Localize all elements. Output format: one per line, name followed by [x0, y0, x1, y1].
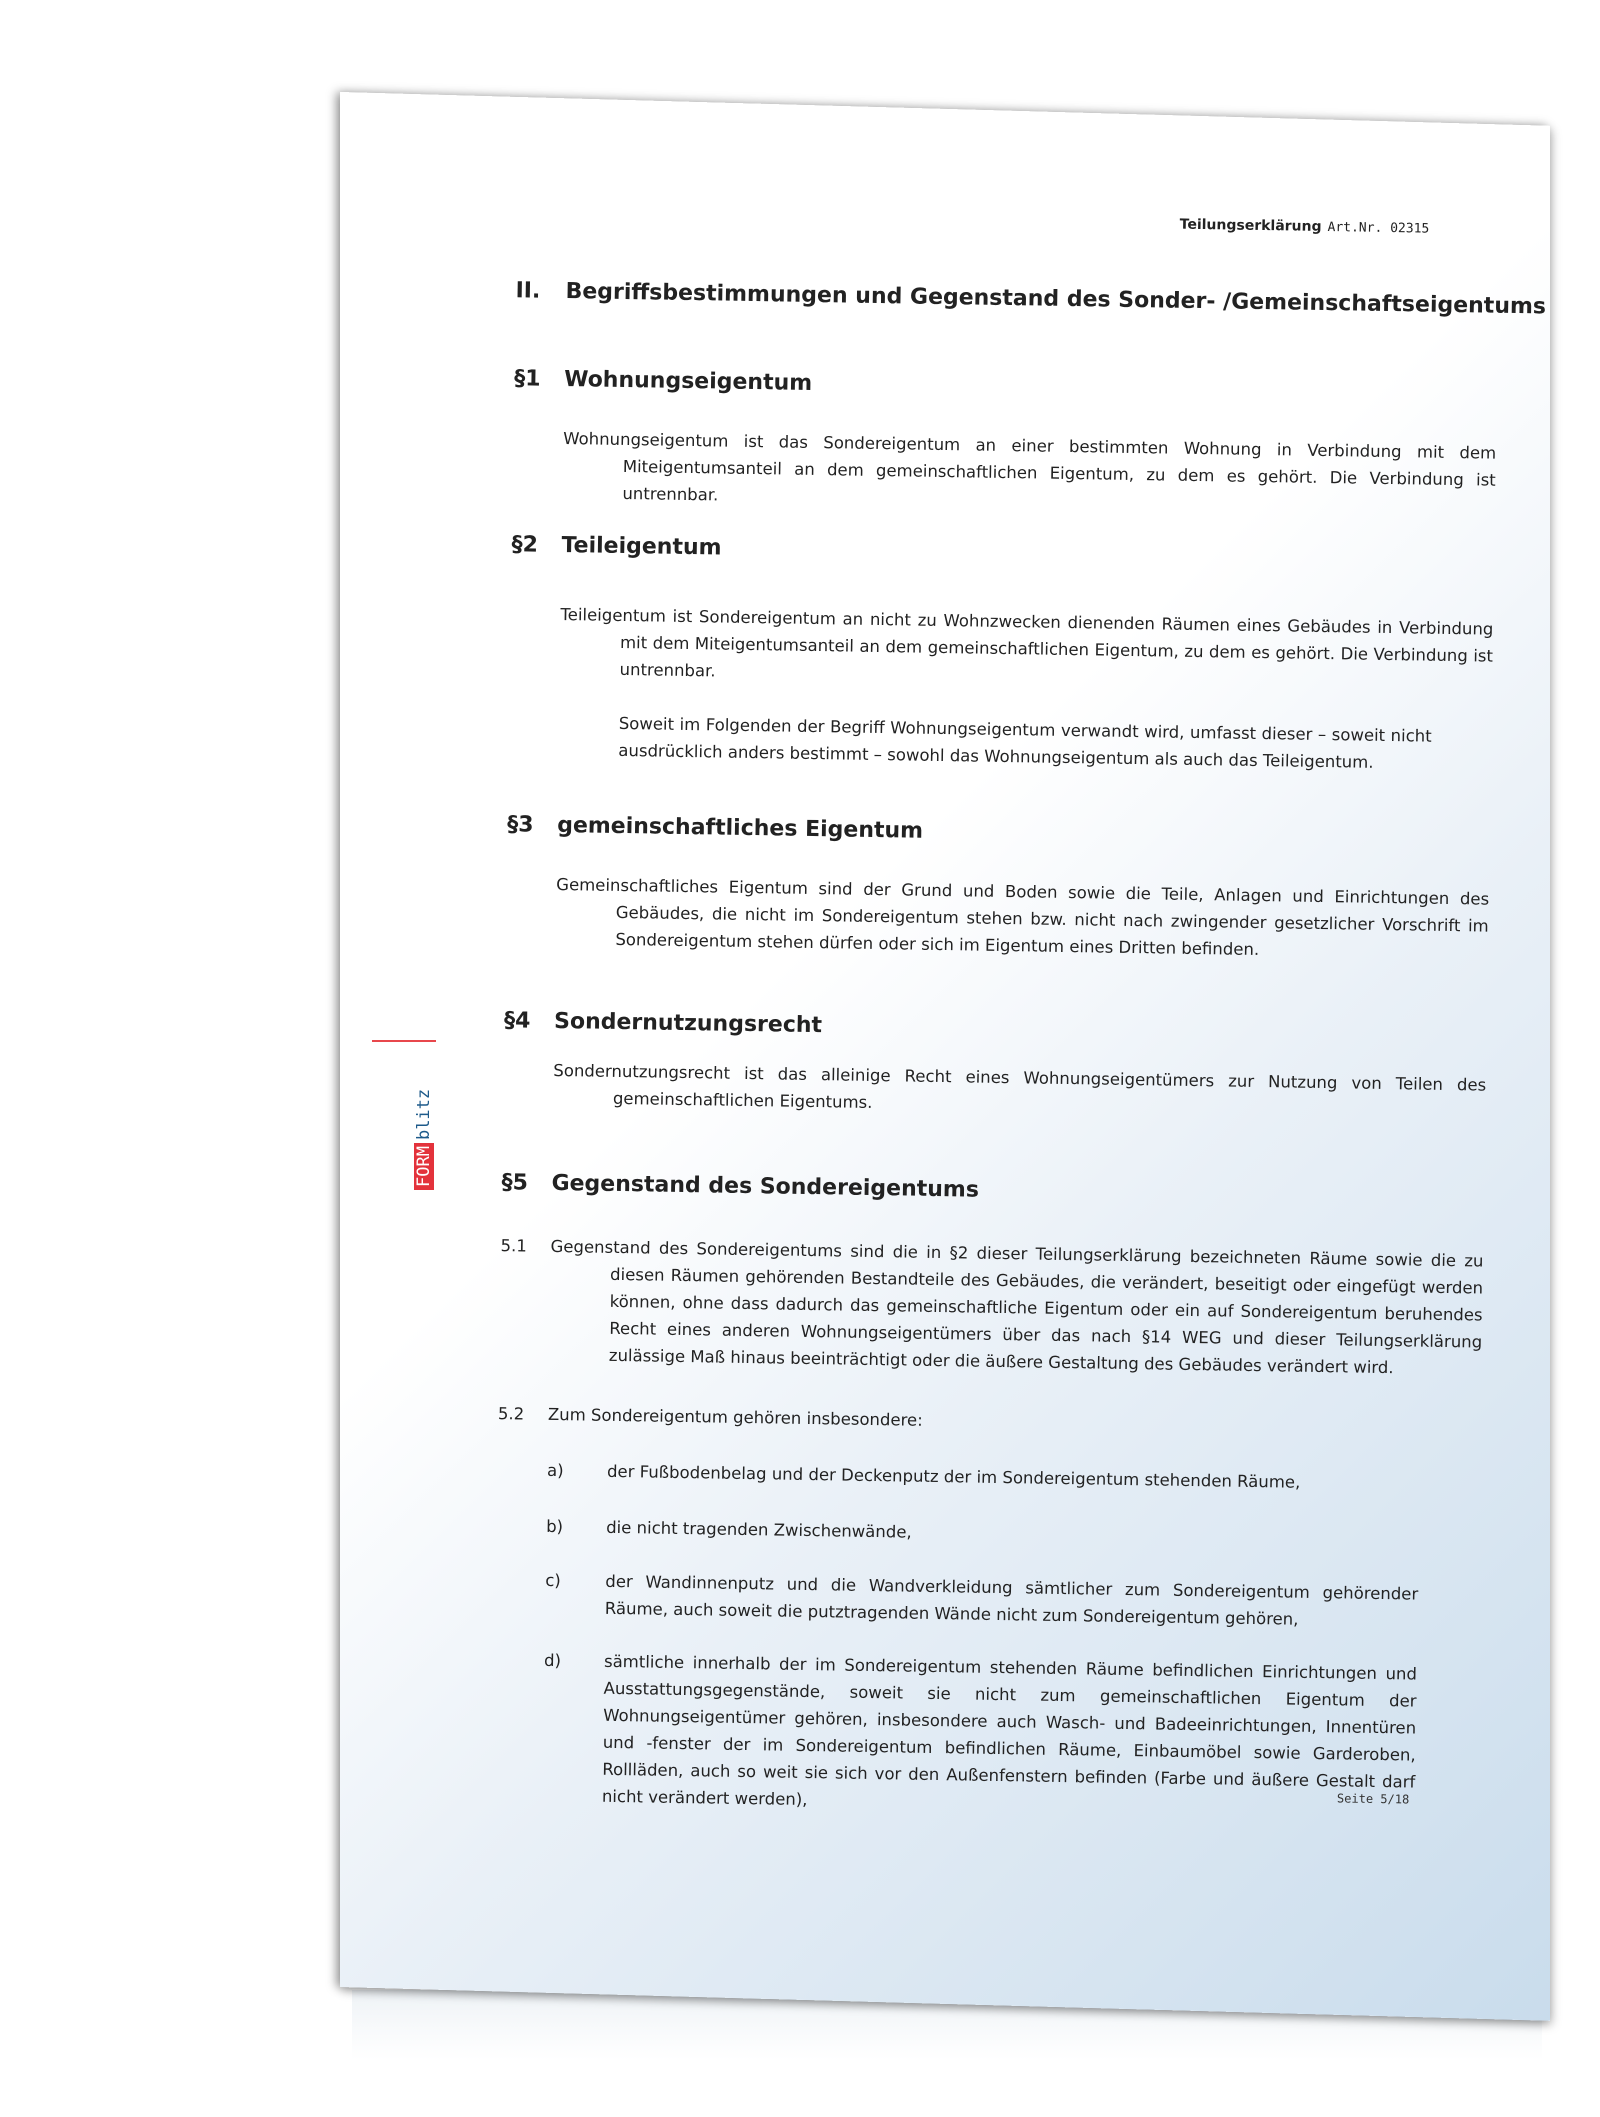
heading-title: gemeinschaftliches Eigentum [556, 812, 924, 844]
heading-number: §1 [513, 366, 541, 392]
paragraph: Wohnungseigentum ist das Sondereigentum an einer bestimmten Wohnung in Verbindung mit dem Miteigentumsanteil an dem gemeinschaftlichen Eigentum, zu dem es gehört. Die Verbindung ist untrennbar. [563, 429, 1497, 505]
logo-form: FORM [414, 1143, 434, 1190]
paragraph: Teileigentum ist Sondereigentum an nicht zu Wohnzwecken dienenden Räumen eines Gebäudes in Verbindung mit dem Miteigentumsanteil an dem gemeinschaftlichen Eigentum, zu dem es gehört. Die Verbindung ist untrennbar. [560, 605, 1494, 681]
section-heading [515, 278, 1546, 319]
heading-title: Teileigentum [561, 533, 722, 561]
heading-s1 [514, 366, 812, 396]
document-header [1180, 217, 1430, 237]
list-marker: b) [546, 1516, 564, 1537]
heading-number: §4 [503, 1008, 531, 1034]
header-title: Teilungserklärung [1179, 216, 1322, 235]
heading-s4 [504, 1008, 822, 1038]
list-marker: d) [543, 1650, 562, 1671]
formblitz-logo [412, 1040, 436, 1190]
heading-title: Sondernutzungsrecht [553, 1008, 823, 1039]
heading-number: §3 [506, 812, 534, 838]
paragraph: Gemeinschaftliches Eigentum sind der Grund und Boden sowie die Teile, Anlagen und Einrichtungen des Gebäudes, die nicht im Sondereigentum stehen bzw. nicht nach zwingender gesetzlicher Vorschrift im Sondereigentum stehen dürfen oder sich im Eigentum eines Dritten befinden. [556, 874, 1490, 960]
heading-s5 [501, 1170, 979, 1202]
clause-text: Zum Sondereigentum gehören insbesondere: [547, 1404, 923, 1430]
section-number: II. [515, 278, 541, 304]
logo-line [372, 1040, 436, 1042]
heading-title: Gegenstand des Sondereigentums [551, 1170, 980, 1203]
paragraph: Soweit im Folgenden der Begriff Wohnungseigentum verwandt wird, umfasst dieser – soweit nicht ausdrücklich anders bestimmt – sowohl das Wohnungseigentum als auch das Teileigentum. [618, 713, 1432, 772]
heading-number: §5 [501, 1170, 529, 1196]
paragraph: Sondernutzungsrecht ist das alleinige Recht eines Wohnungseigentümers zur Nutzung von Teilen des gemeinschaftlichen Eigentums. [553, 1060, 1487, 1112]
heading-s3 [507, 812, 923, 844]
section-title: Begriffsbestimmungen und Gegenstand des Sonder- /Gemeinschaftseigentums [565, 279, 1547, 320]
clause-number: 5.2 [497, 1404, 525, 1424]
list-item: sämtliche innerhalb der im Sondereigentum stehenden Räume befindlichen Einrichtungen und Ausstattungsgegenstände, soweit sie nicht zum gemeinschaftlichen Eigentum der Wohnungseigentümer gehören, insbesondere auch Wasch- und Badeeinrichtungen, Innentüren und -fenster der im Sondereigentum befindlichen Räume, Einbaumöbel sowie Garderoben, Rollläden, auch so weit sie sich vor den Außenfenstern befinden (Farbe und äußere Gestalt darf nicht verändert werden), [601, 1651, 1418, 1810]
list-item: der Fußbodenbelag und der Deckenputz der im Sondereigentum stehenden Räume, [606, 1461, 1301, 1492]
clause-text: Gegenstand des Sondereigentums sind die in §2 dieser Teilungserklärung bezeichneten Räume sowie die zu diesen Räumen gehörenden Bestandteile des Gebäudes, die verändert, beseitigt oder eingefügt werden können, ohne dass dadurch das gemeinschaftliche Eigentum oder ein auf Sondereigentum beruhendes Recht eines anderen Wohnungseigentümers über das nach §14 WEG und dieser Teilungserklärung zulässige Maß hinaus beeinträchtigt oder die äußere Gestaltung des Gebäudes verändert wird. [550, 1236, 1484, 1378]
list-item: der Wandinnenputz und die Wandverkleidung sämtlicher zum Sondereigentum gehörender Räume, auch soweit die putztragenden Wände nicht zum Sondereigentum gehören, [604, 1571, 1419, 1629]
heading-s2 [511, 532, 721, 560]
article-number: Art.Nr. 02315 [1327, 220, 1430, 237]
list-item: die nicht tragenden Zwischenwände, [606, 1517, 912, 1542]
logo-blitz: blitz [414, 1088, 434, 1141]
heading-number: §2 [511, 532, 539, 558]
heading-title: Wohnungseigentum [563, 367, 813, 396]
list-marker: a) [546, 1460, 564, 1481]
list-marker: c) [545, 1570, 561, 1591]
page-number: Seite 5/18 [1336, 1791, 1410, 1807]
clause-number: 5.1 [500, 1236, 527, 1256]
